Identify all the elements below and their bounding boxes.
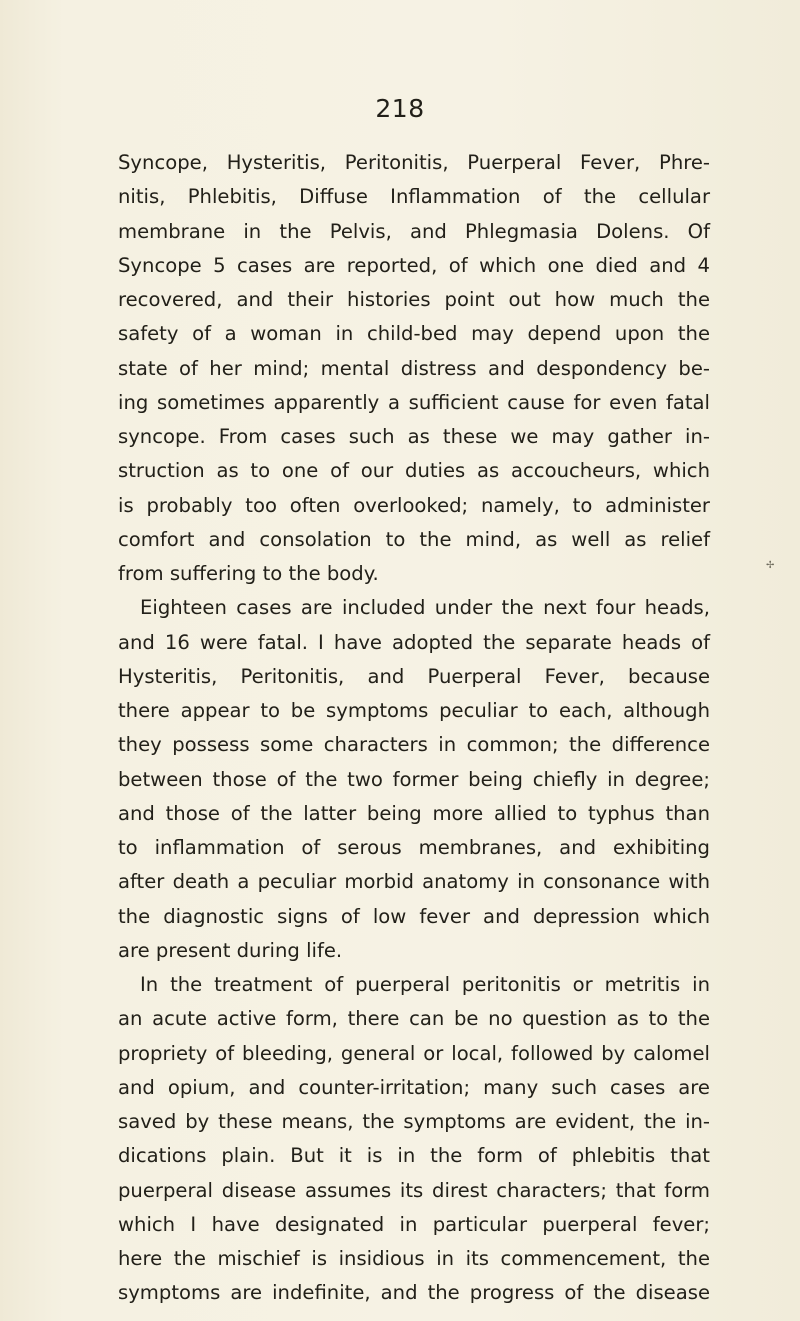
- text-line: state of her mind; mental distress and despondency be-: [118, 356, 710, 380]
- text-line: syncope. From cases such as these we may gather in-: [118, 425, 710, 448]
- text-line: Hysteritis, Peritonitis, and Puerperal Fever, because: [118, 664, 710, 688]
- text-line: there appear to be symptoms peculiar to each, although: [118, 699, 710, 722]
- text-line: they possess some characters in common; the difference: [118, 733, 710, 757]
- page-number: 218: [375, 94, 425, 123]
- text-line: membrane in the Pelvis, and Phlegmasia Dolens. Of: [118, 219, 710, 243]
- text-line: and those of the latter being more allied to typhus than: [118, 801, 710, 825]
- text-line: the diagnostic signs of low fever and depression which: [118, 904, 710, 928]
- text-line: recovered, and their histories point out how much the: [118, 288, 710, 311]
- text-line: saved by these means, the symptoms are evident, the in-: [118, 1110, 710, 1133]
- text-line: here the mischief is insidious in its commencement, the: [118, 1247, 710, 1270]
- text-line: which I have designated in particular puerperal fever;: [118, 1212, 710, 1236]
- text-line: and 16 were fatal. I have adopted the separate heads of: [118, 630, 710, 654]
- text-line: and opium, and counter-irritation; many such cases are: [118, 1075, 710, 1099]
- text-line: nitis, Phlebitis, Diffuse Inflammation of the cellular: [118, 185, 710, 209]
- paragraph-start-line: In the treatment of puerperal peritonitis or metritis in: [140, 973, 710, 996]
- body-text: [118, 146, 710, 1311]
- text-line: safety of a woman in child-bed may depend upon the: [118, 322, 710, 346]
- text-line: Syncope 5 cases are reported, of which one died and 4: [118, 253, 710, 277]
- text-line: dications plain. But it is in the form of phlebitis that: [118, 1144, 710, 1168]
- text-line: an acute active form, there can be no question as to the: [118, 1007, 710, 1031]
- text-line: from suffering to the body.: [118, 562, 379, 585]
- text-line: propriety of bleeding, general or local, followed by calomel: [118, 1041, 710, 1065]
- text-line: ing sometimes apparently a sufficient cause for even fatal: [118, 390, 710, 414]
- text-line: between those of the two former being chiefly in degree;: [118, 767, 710, 791]
- text-line: Syncope, Hysteritis, Peritonitis, Puerperal Fever, Phre-: [118, 151, 710, 174]
- ink-speck-mark: ✢: [766, 560, 775, 571]
- paragraph-start-line: Eighteen cases are included under the next four heads,: [140, 596, 710, 620]
- text-line: puerperal disease assumes its direst characters; that form: [118, 1178, 710, 1202]
- text-line: after death a peculiar morbid anatomy in consonance with: [118, 870, 710, 894]
- text-line: is probably too often overlooked; namely, to administer: [118, 493, 710, 517]
- text-line: are present during life.: [118, 938, 343, 962]
- text-line: struction as to one of our duties as accoucheurs, which: [118, 459, 710, 483]
- text-line: symptoms are indefinite, and the progress of the disease: [118, 1281, 710, 1305]
- text-line: comfort and consolation to the mind, as well as relief: [118, 527, 710, 551]
- text-line: to inflammation of serous membranes, and exhibiting: [118, 836, 710, 859]
